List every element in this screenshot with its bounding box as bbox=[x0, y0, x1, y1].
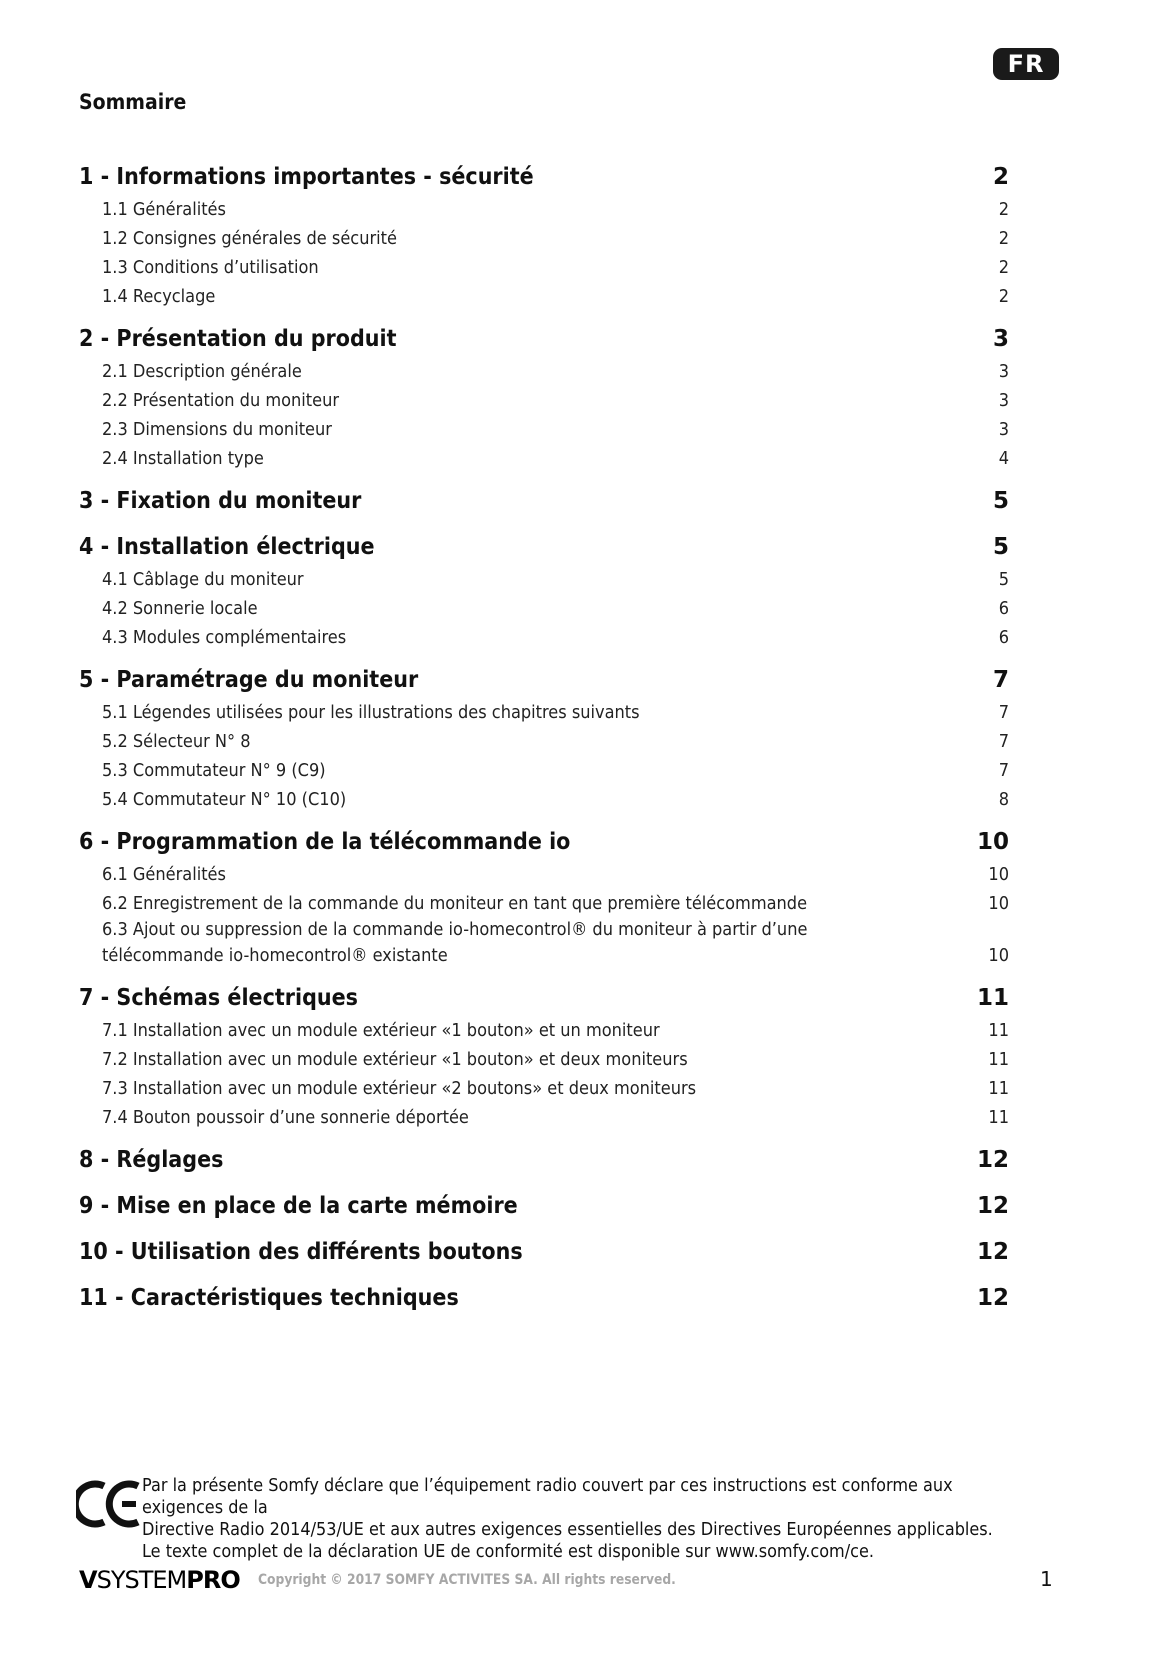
toc-section-label: 7 - Schémas électriques bbox=[79, 985, 358, 1011]
toc-section-label: 3 - Fixation du moniteur bbox=[79, 488, 362, 514]
toc-entry-label: 7.2 Installation avec un module extérieur «1 bouton» et deux moniteurs bbox=[102, 1049, 688, 1070]
toc-entry-label: 4.2 Sonnerie locale bbox=[102, 598, 258, 619]
toc-section-heading[interactable] bbox=[79, 825, 1009, 859]
toc-section-label: 6 - Programmation de la télécommande io bbox=[79, 829, 571, 855]
declaration-line: Le texte complet de la déclaration UE de conformité est disponible sur www.somfy.com/ce. bbox=[142, 1542, 875, 1562]
toc-entry-label: 1.1 Généralités bbox=[102, 199, 226, 220]
toc-entry[interactable] bbox=[79, 564, 1009, 593]
toc-entry-page: 10 bbox=[988, 893, 1009, 914]
toc-entry[interactable] bbox=[79, 223, 1009, 252]
toc-entry[interactable] bbox=[79, 356, 1009, 385]
toc-section bbox=[79, 981, 1009, 1131]
toc-entry-page: 4 bbox=[998, 448, 1009, 469]
toc-entry[interactable] bbox=[79, 281, 1009, 310]
toc-entry[interactable] bbox=[79, 414, 1009, 443]
toc-entry-page: 11 bbox=[988, 1107, 1009, 1128]
toc-entry-label: 7.4 Bouton poussoir d’une sonnerie déportée bbox=[102, 1107, 469, 1128]
toc-section-label: 5 - Paramétrage du moniteur bbox=[79, 667, 419, 693]
toc-entry-label: 4.3 Modules complémentaires bbox=[102, 627, 347, 648]
toc-entry-label: 1.3 Conditions d’utilisation bbox=[102, 257, 319, 278]
toc-section bbox=[79, 1281, 1009, 1315]
toc-entry-page: 5 bbox=[998, 569, 1009, 590]
declaration-line: Directive Radio 2014/53/UE et aux autres exigences essentielles des Directives Européennes applicables. bbox=[142, 1520, 993, 1540]
toc-entry-page: 2 bbox=[998, 228, 1009, 249]
toc-entry-page: 6 bbox=[998, 598, 1009, 619]
toc-entry-label: 2.2 Présentation du moniteur bbox=[102, 390, 340, 411]
toc-section-page: 3 bbox=[992, 326, 1009, 352]
toc-entry-label: 7.1 Installation avec un module extérieur «1 bouton» et un moniteur bbox=[102, 1020, 660, 1041]
toc-section-page: 5 bbox=[992, 534, 1009, 560]
toc-entry[interactable] bbox=[79, 726, 1009, 755]
toc-entry[interactable] bbox=[79, 755, 1009, 784]
toc-entry-label: 6.2 Enregistrement de la commande du moniteur en tant que première télécommande bbox=[102, 893, 808, 914]
toc-entry[interactable] bbox=[79, 784, 1009, 813]
toc-entry[interactable] bbox=[79, 888, 1009, 917]
toc-entry-page: 3 bbox=[998, 361, 1009, 382]
toc-section bbox=[79, 160, 1009, 310]
toc-section-heading[interactable] bbox=[79, 322, 1009, 356]
toc-entry-page: 2 bbox=[998, 257, 1009, 278]
toc-section-heading[interactable] bbox=[79, 1281, 1009, 1315]
toc-entry-label: 5.1 Légendes utilisées pour les illustrations des chapitres suivants bbox=[102, 702, 640, 723]
toc-section bbox=[79, 484, 1009, 518]
toc-entry[interactable] bbox=[79, 1102, 1009, 1131]
toc-section-page: 11 bbox=[976, 985, 1009, 1011]
ce-mark-icon bbox=[76, 1480, 144, 1528]
toc-entry-page: 7 bbox=[998, 760, 1009, 781]
toc-section bbox=[79, 1189, 1009, 1223]
page-number: 1 bbox=[1040, 1567, 1053, 1591]
conformity-declaration bbox=[142, 1475, 993, 1563]
toc-entry[interactable] bbox=[79, 859, 1009, 888]
toc-section-label: 1 - Informations importantes - sécurité bbox=[79, 164, 534, 190]
toc-entry[interactable] bbox=[79, 194, 1009, 223]
toc-section-heading[interactable] bbox=[79, 663, 1009, 697]
toc-entry-label: 5.2 Sélecteur N° 8 bbox=[102, 731, 251, 752]
toc-entry[interactable] bbox=[79, 593, 1009, 622]
toc-entry[interactable] bbox=[79, 697, 1009, 726]
toc-entry[interactable] bbox=[79, 1073, 1009, 1102]
toc-section-heading[interactable] bbox=[79, 1235, 1009, 1269]
toc-entry-page: 2 bbox=[998, 286, 1009, 307]
toc-entry-page: 3 bbox=[998, 419, 1009, 440]
toc-entry-label: 5.3 Commutateur N° 9 (C9) bbox=[102, 760, 326, 781]
toc-entry[interactable] bbox=[79, 385, 1009, 414]
toc-entry-page: 7 bbox=[998, 702, 1009, 723]
toc-entry-page: 8 bbox=[998, 789, 1009, 810]
toc-section bbox=[79, 1143, 1009, 1177]
declaration-line: Par la présente Somfy déclare que l’équipement radio couvert par ces instructions est conforme aux exigences de la bbox=[142, 1476, 953, 1518]
toc-section-page: 12 bbox=[976, 1193, 1009, 1219]
page-title: Sommaire bbox=[79, 90, 187, 114]
toc-entry-page: 11 bbox=[988, 1049, 1009, 1070]
toc-section-page: 12 bbox=[976, 1285, 1009, 1311]
toc-entry-label: 2.4 Installation type bbox=[102, 448, 264, 469]
toc-section-label: 2 - Présentation du produit bbox=[79, 326, 397, 352]
toc-entry-label: 6.1 Généralités bbox=[102, 864, 226, 885]
toc-section-heading[interactable] bbox=[79, 530, 1009, 564]
toc-section-label: 8 - Réglages bbox=[79, 1147, 224, 1173]
toc-entry-page: 10 bbox=[988, 945, 1009, 966]
toc-section-page: 10 bbox=[976, 829, 1009, 855]
toc-section-page: 12 bbox=[976, 1239, 1009, 1265]
brand-pro: PRO bbox=[186, 1566, 240, 1594]
toc-entry[interactable] bbox=[79, 1015, 1009, 1044]
toc-entry-page: 10 bbox=[988, 864, 1009, 885]
toc-entry-label: 2.1 Description générale bbox=[102, 361, 302, 382]
toc-entry[interactable] bbox=[79, 917, 1009, 969]
brand-v: V bbox=[79, 1566, 97, 1594]
toc-entry[interactable] bbox=[79, 443, 1009, 472]
toc-entry-label: 1.2 Consignes générales de sécurité bbox=[102, 228, 397, 249]
toc-entry-page: 7 bbox=[998, 731, 1009, 752]
language-badge: FR bbox=[993, 48, 1059, 80]
toc-section-page: 7 bbox=[992, 667, 1009, 693]
toc-section-page: 2 bbox=[992, 164, 1009, 190]
toc-entry[interactable] bbox=[79, 252, 1009, 281]
toc-section-label: 4 - Installation électrique bbox=[79, 534, 375, 560]
toc-section bbox=[79, 322, 1009, 472]
toc-section bbox=[79, 663, 1009, 813]
toc-entry-page: 3 bbox=[998, 390, 1009, 411]
brand-system: SYSTEM bbox=[96, 1566, 187, 1594]
toc-entry-label: 1.4 Recyclage bbox=[102, 286, 216, 307]
toc-entry-page: 6 bbox=[998, 627, 1009, 648]
toc-section-heading[interactable] bbox=[79, 1189, 1009, 1223]
toc-entry[interactable] bbox=[79, 622, 1009, 651]
toc-entry[interactable] bbox=[79, 1044, 1009, 1073]
toc-entry-page: 11 bbox=[988, 1078, 1009, 1099]
toc-section bbox=[79, 1235, 1009, 1269]
toc-entry-label: 2.3 Dimensions du moniteur bbox=[102, 419, 332, 440]
toc-entry-label: 4.1 Câblage du moniteur bbox=[102, 569, 304, 590]
toc-section-page: 12 bbox=[976, 1147, 1009, 1173]
toc-entry-label: 5.4 Commutateur N° 10 (C10) bbox=[102, 789, 347, 810]
toc-section-label: 11 - Caractéristiques techniques bbox=[79, 1285, 459, 1311]
toc-entry-label: 7.3 Installation avec un module extérieur «2 boutons» et deux moniteurs bbox=[102, 1078, 697, 1099]
toc-entry-page: 11 bbox=[988, 1020, 1009, 1041]
toc-section bbox=[79, 825, 1009, 969]
toc-entry-label: 6.3 Ajout ou suppression de la commande io-homecontrol® du moniteur à partir d’une télécommande io-homecontrol® existante bbox=[102, 919, 808, 966]
toc-entry-page: 2 bbox=[998, 199, 1009, 220]
toc-section-page: 5 bbox=[992, 488, 1009, 514]
brand-logo bbox=[79, 1566, 240, 1594]
toc-section-heading[interactable] bbox=[79, 981, 1009, 1015]
table-of-contents bbox=[79, 160, 1009, 1327]
toc-section-heading[interactable] bbox=[79, 484, 1009, 518]
toc-section-label: 10 - Utilisation des différents boutons bbox=[79, 1239, 523, 1265]
toc-section bbox=[79, 530, 1009, 651]
toc-section-heading[interactable] bbox=[79, 1143, 1009, 1177]
toc-section-label: 9 - Mise en place de la carte mémoire bbox=[79, 1193, 518, 1219]
toc-section-heading[interactable] bbox=[79, 160, 1009, 194]
copyright-notice: Copyright © 2017 SOMFY ACTIVITES SA. All rights reserved. bbox=[258, 1572, 676, 1588]
